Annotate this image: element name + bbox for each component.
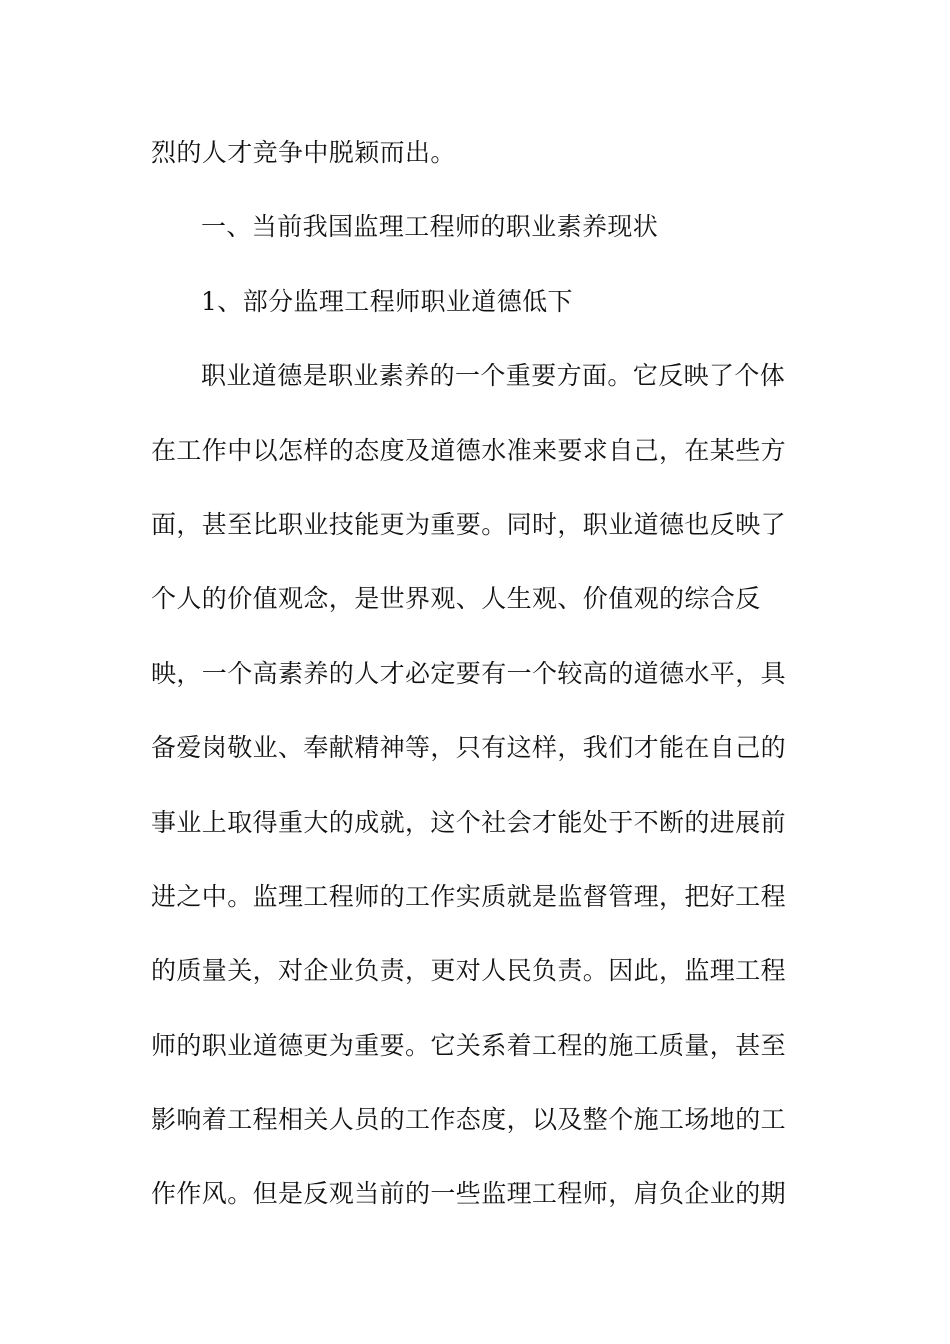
paragraph-first-line: 职业道德是职业素养的一个重要方面。它反映了个体 [201, 361, 786, 391]
paragraph-line: 影响着工程相关人员的工作态度，以及整个施工场地的工 [151, 1105, 787, 1135]
document-body [151, 131, 791, 1247]
paragraph-line: 个人的价值观念，是世界观、人生观、价值观的综合反 [151, 584, 761, 614]
paragraph-line: 的质量关，对企业负责，更对人民负责。因此，监理工程 [151, 956, 787, 986]
paragraph-line: 面，甚至比职业技能更为重要。同时，职业道德也反映了 [151, 509, 787, 539]
section-heading: 一、当前我国监理工程师的职业素养现状 [201, 212, 659, 242]
paragraph-line: 师的职业道德更为重要。它关系着工程的施工质量，甚至 [151, 1030, 787, 1060]
paragraph-continuation-line: 烈的人才竞争中脱颖而出。 [151, 138, 456, 167]
paragraph-line: 事业上取得重大的成就，这个社会才能处于不断的进展前 [151, 807, 787, 837]
subsection-heading: 1、部分监理工程师职业道德低下 [201, 286, 573, 316]
paragraph-line: 在工作中以怎样的态度及道德水准来要求自己，在某些方 [151, 435, 787, 465]
paragraph-line: 作作风。但是反观当前的一些监理工程师，肩负企业的期 [151, 1179, 787, 1209]
paragraph-line: 进之中。监理工程师的工作实质就是监督管理，把好工程 [151, 881, 787, 911]
paragraph-line: 映，一个高素养的人才必定要有一个较高的道德水平，具 [151, 658, 787, 688]
paragraph-line: 备爱岗敬业、奉献精神等，只有这样，我们才能在自己的 [151, 733, 787, 763]
